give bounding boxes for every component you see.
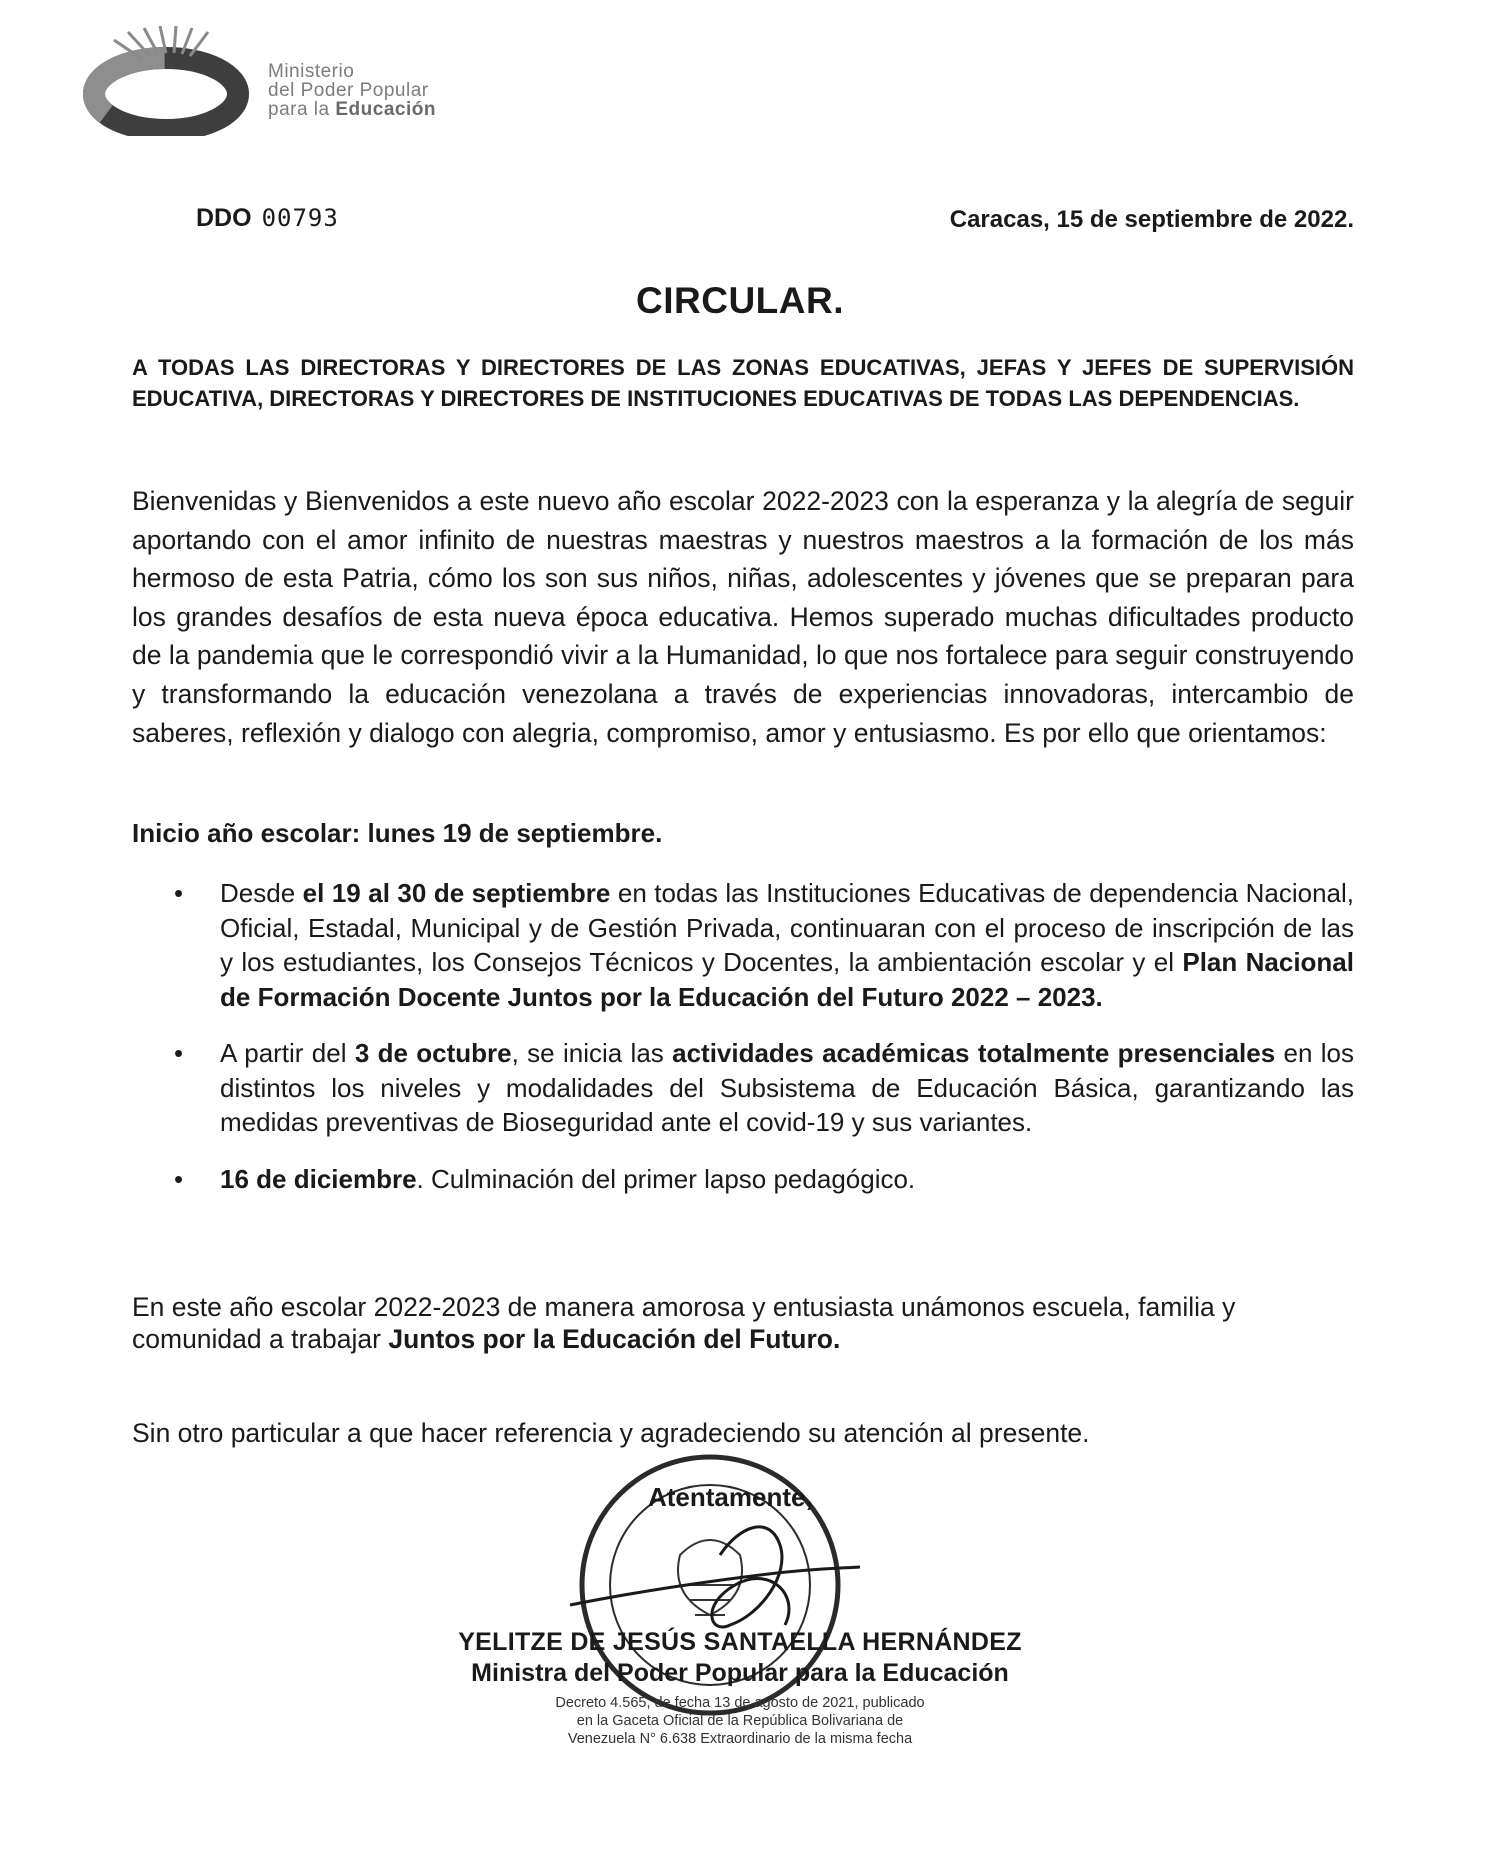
closing-paragraph: [132, 1291, 1354, 1355]
closing-bold-text: Juntos por la Educación del Futuro.: [388, 1324, 841, 1354]
bullet-icon: •: [174, 1038, 184, 1068]
list-item: [132, 1036, 1354, 1140]
signer-name: YELITZE DE JESÚS SANTAELLA HERNÁNDEZ: [458, 1628, 1022, 1656]
logo-line-3-bold: Educación: [335, 99, 436, 120]
closing-text: En este año escolar 2022-2023 de manera amorosa y entusiasta unámonos escuela, familia y comunidad a trabajar: [132, 1292, 1236, 1354]
list-item: [132, 1162, 1354, 1197]
decree-reference: [0, 1694, 1480, 1748]
ministry-logo: [78, 26, 528, 136]
signer-role: Ministra del Poder Popular para la Educación: [471, 1659, 1009, 1687]
reference-prefix: DDO: [196, 204, 252, 232]
logo-line-1: Ministerio: [268, 61, 355, 82]
decree-line-1: Decreto 4.565, de fecha 13 de agosto de 2021, publicado: [555, 1695, 925, 1711]
bullet-bold-text: 3 de octubre: [354, 1038, 512, 1068]
bullet-text: en todas las Instituciones Educativas de dependencia Nacional, Oficial, Estadal, Municipal y de Gestión Privada, continuaran con el proceso de inscripción de las y los estudiantes, los Consejos Técnicos y Docentes, la ambientación escolar y el: [220, 878, 1355, 977]
bullet-icon: •: [174, 878, 184, 908]
bullet-text: A partir del: [220, 1038, 355, 1068]
bullet-bold-text: actividades académicas totalmente presenciales: [672, 1038, 1276, 1068]
signer-block: [0, 1628, 1480, 1748]
bullet-bold-text: 16 de diciembre: [220, 1163, 417, 1194]
list-item: [132, 876, 1354, 1014]
logo-line-3-prefix: para la: [268, 99, 336, 120]
document-date: Caracas, 15 de septiembre de 2022.: [949, 206, 1354, 233]
bullet-list: [132, 876, 1354, 1196]
logo-line-3: [268, 100, 436, 119]
logo-line-2: del Poder Popular: [268, 80, 429, 101]
bullet-bold-text: Plan Nacional de Formación Docente Juntos por la Educación del Futuro 2022 – 2023.: [220, 947, 1354, 1012]
ministry-emblem-icon: [78, 26, 258, 136]
reference-code: [196, 204, 339, 233]
addressee: A TODAS LAS DIRECTORAS Y DIRECTORES DE LAS ZONAS EDUCATIVAS, JEFAS Y JEFES DE SUPERVISIÓN EDUCATIVA, DIRECTORAS Y DIRECTORES DE INSTITUCIONES EDUCATIVAS DE TODAS LAS DEPENDENCIAS.: [132, 355, 1354, 411]
document-title: CIRCULAR.: [636, 280, 844, 321]
decree-line-2: en la Gaceta Oficial de la República Bolivariana de: [576, 1713, 904, 1729]
reference-number: 00793: [261, 204, 339, 232]
bullet-icon: •: [174, 1163, 184, 1194]
bullet-text: Desde: [220, 878, 303, 908]
bullet-text: en los distintos los niveles y modalidades del Subsistema de Educación Básica, garantizando las medidas preventivas de Bioseguridad ante el covid-19 y sus variantes.: [220, 1038, 1354, 1137]
logo-wordmark: [268, 62, 436, 119]
decree-line-3: Venezuela N° 6.638 Extraordinario de la misma fecha: [567, 1731, 913, 1747]
school-start-heading: Inicio año escolar: lunes 19 de septiembre.: [132, 818, 663, 848]
salutation: Atentamente,: [648, 1482, 813, 1512]
bullet-text: , se inicia las: [511, 1038, 673, 1068]
farewell-line: Sin otro particular a que hacer referencia y agradeciendo su atención al presente.: [132, 1418, 1090, 1448]
intro-paragraph: Bienvenidas y Bienvenidos a este nuevo año escolar 2022-2023 con la esperanza y la alegría de seguir aportando con el amor infinito de nuestras maestras y nuestros maestros a la formación de los más hermoso de esta Patria, cómo los son sus niños, niñas, adolescentes y jóvenes que se preparan para los grandes desafíos de esta nueva época educativa. Hemos superado muchas dificultades producto de la pandemia que le correspondió vivir a la Humanidad, lo que nos fortalece para seguir construyendo y transformando la educación venezolana a través de experiencias innovadoras, intercambio de saberes, reflexión y dialogo con alegria, compromiso, amor y entusiasmo. Es por ello que orientamos:: [132, 486, 1354, 748]
bullet-text: . Culminación del primer lapso pedagógico.: [416, 1163, 916, 1194]
bullet-bold-text: el 19 al 30 de septiembre: [302, 878, 611, 908]
